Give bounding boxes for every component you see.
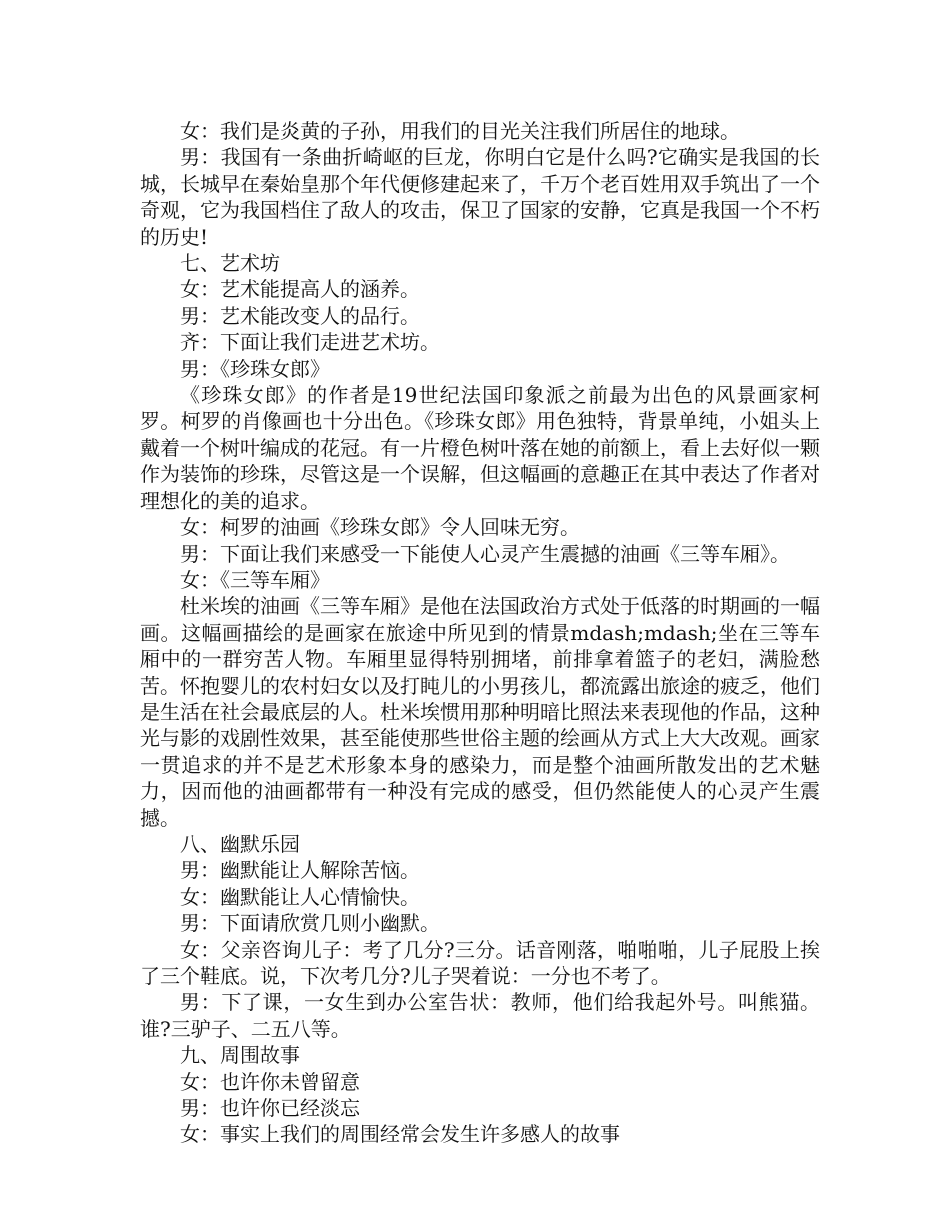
paragraph: 《珍珠女郎》的作者是19世纪法国印象派之前最为出色的风景画家柯罗。柯罗的肖像画也十分出色。《珍珠女郎》用色独特，背景单纯，小姐头上戴着一个树叶编成的花冠。有一片橙色树叶落在她的前额上，看上去好似一颗作为装饰的珍珠，尽管这是一个误解，但这幅画的意趣正在其中表达了作者对理想化的美的追求。	[140, 383, 820, 513]
paragraph: 女：事实上我们的周围经常会发生许多感人的故事	[180, 1122, 620, 1147]
paragraph: 女：艺术能提高人的涵养。	[180, 277, 420, 302]
paragraph: 女：柯罗的油画《珍珠女郎》令人回味无穷。	[180, 515, 580, 540]
paragraph: 男：下了课，一女生到办公室告状：教师，他们给我起外号。叫熊猫。谁?三驴子、二五八等。	[140, 990, 820, 1041]
section-heading: 七、艺术坊	[180, 251, 280, 276]
paragraph: 女：父亲咨询儿子：考了几分?三分。话音刚落，啪啪啪，儿子屁股上挨了三个鞋底。说，下次考几分?儿子哭着说：一分也不考了。	[140, 937, 820, 988]
paragraph: 男：《珍珠女郎》	[180, 356, 330, 381]
paragraph: 女：幽默能让人心情愉快。	[180, 884, 420, 909]
paragraph: 男：也许你已经淡忘	[180, 1096, 360, 1121]
paragraph: 女：《三等车厢》	[180, 567, 330, 592]
paragraph: 男：幽默能让人解除苦恼。	[180, 858, 420, 883]
paragraph: 女：我们是炎黄的子孙，用我们的目光关注我们所居住的地球。	[180, 119, 740, 143]
paragraph: 男：我国有一条曲折崎岖的巨龙，你明白它是什么吗?它确实是我国的长城，长城早在秦始皇那个年代便修建起来了，千万个老百姓用双手筑出了一个奇观，它为我国档住了敌人的攻击，保卫了国家的安静，它真是我国一个不朽的历史!	[140, 145, 820, 249]
paragraph: 男：艺术能改变人的品行。	[180, 303, 420, 328]
section-heading: 八、幽默乐园	[180, 831, 300, 856]
paragraph: 齐：下面让我们走进艺术坊。	[180, 330, 440, 355]
paragraph: 女：也许你未曾留意	[180, 1069, 360, 1094]
document-body	[140, 118, 820, 1148]
section-heading: 九、周围故事	[180, 1043, 300, 1068]
paragraph: 男：下面让我们来感受一下能使人心灵产生震撼的油画《三等车厢》。	[180, 541, 790, 566]
paragraph: 男：下面请欣赏几则小幽默。	[180, 911, 440, 936]
paragraph: 杜米埃的油画《三等车厢》是他在法国政治方式处于低落的时期画的一幅画。这幅画描绘的是画家在旅途中所见到的情景mdash;mdash;坐在三等车厢中的一群穷苦人物。车厢里显得特别拥堵，前排拿着篮子的老妇，满脸愁苦。怀抱婴儿的农村妇女以及打盹儿的小男孩儿，都流露出旅途的疲乏，他们是生活在社会最底层的人。杜米埃惯用那种明暗比照法来表现他的作品，这种光与影的戏剧性效果，甚至能使那些世俗主题的绘画从方式上大大改观。画家一贯追求的并不是艺术形象本身的感染力，而是整个油画所散发出的艺术魅力，因而他的油画都带有一种没有完成的感受，但仍然能使人的心灵产生震撼。	[140, 594, 820, 830]
